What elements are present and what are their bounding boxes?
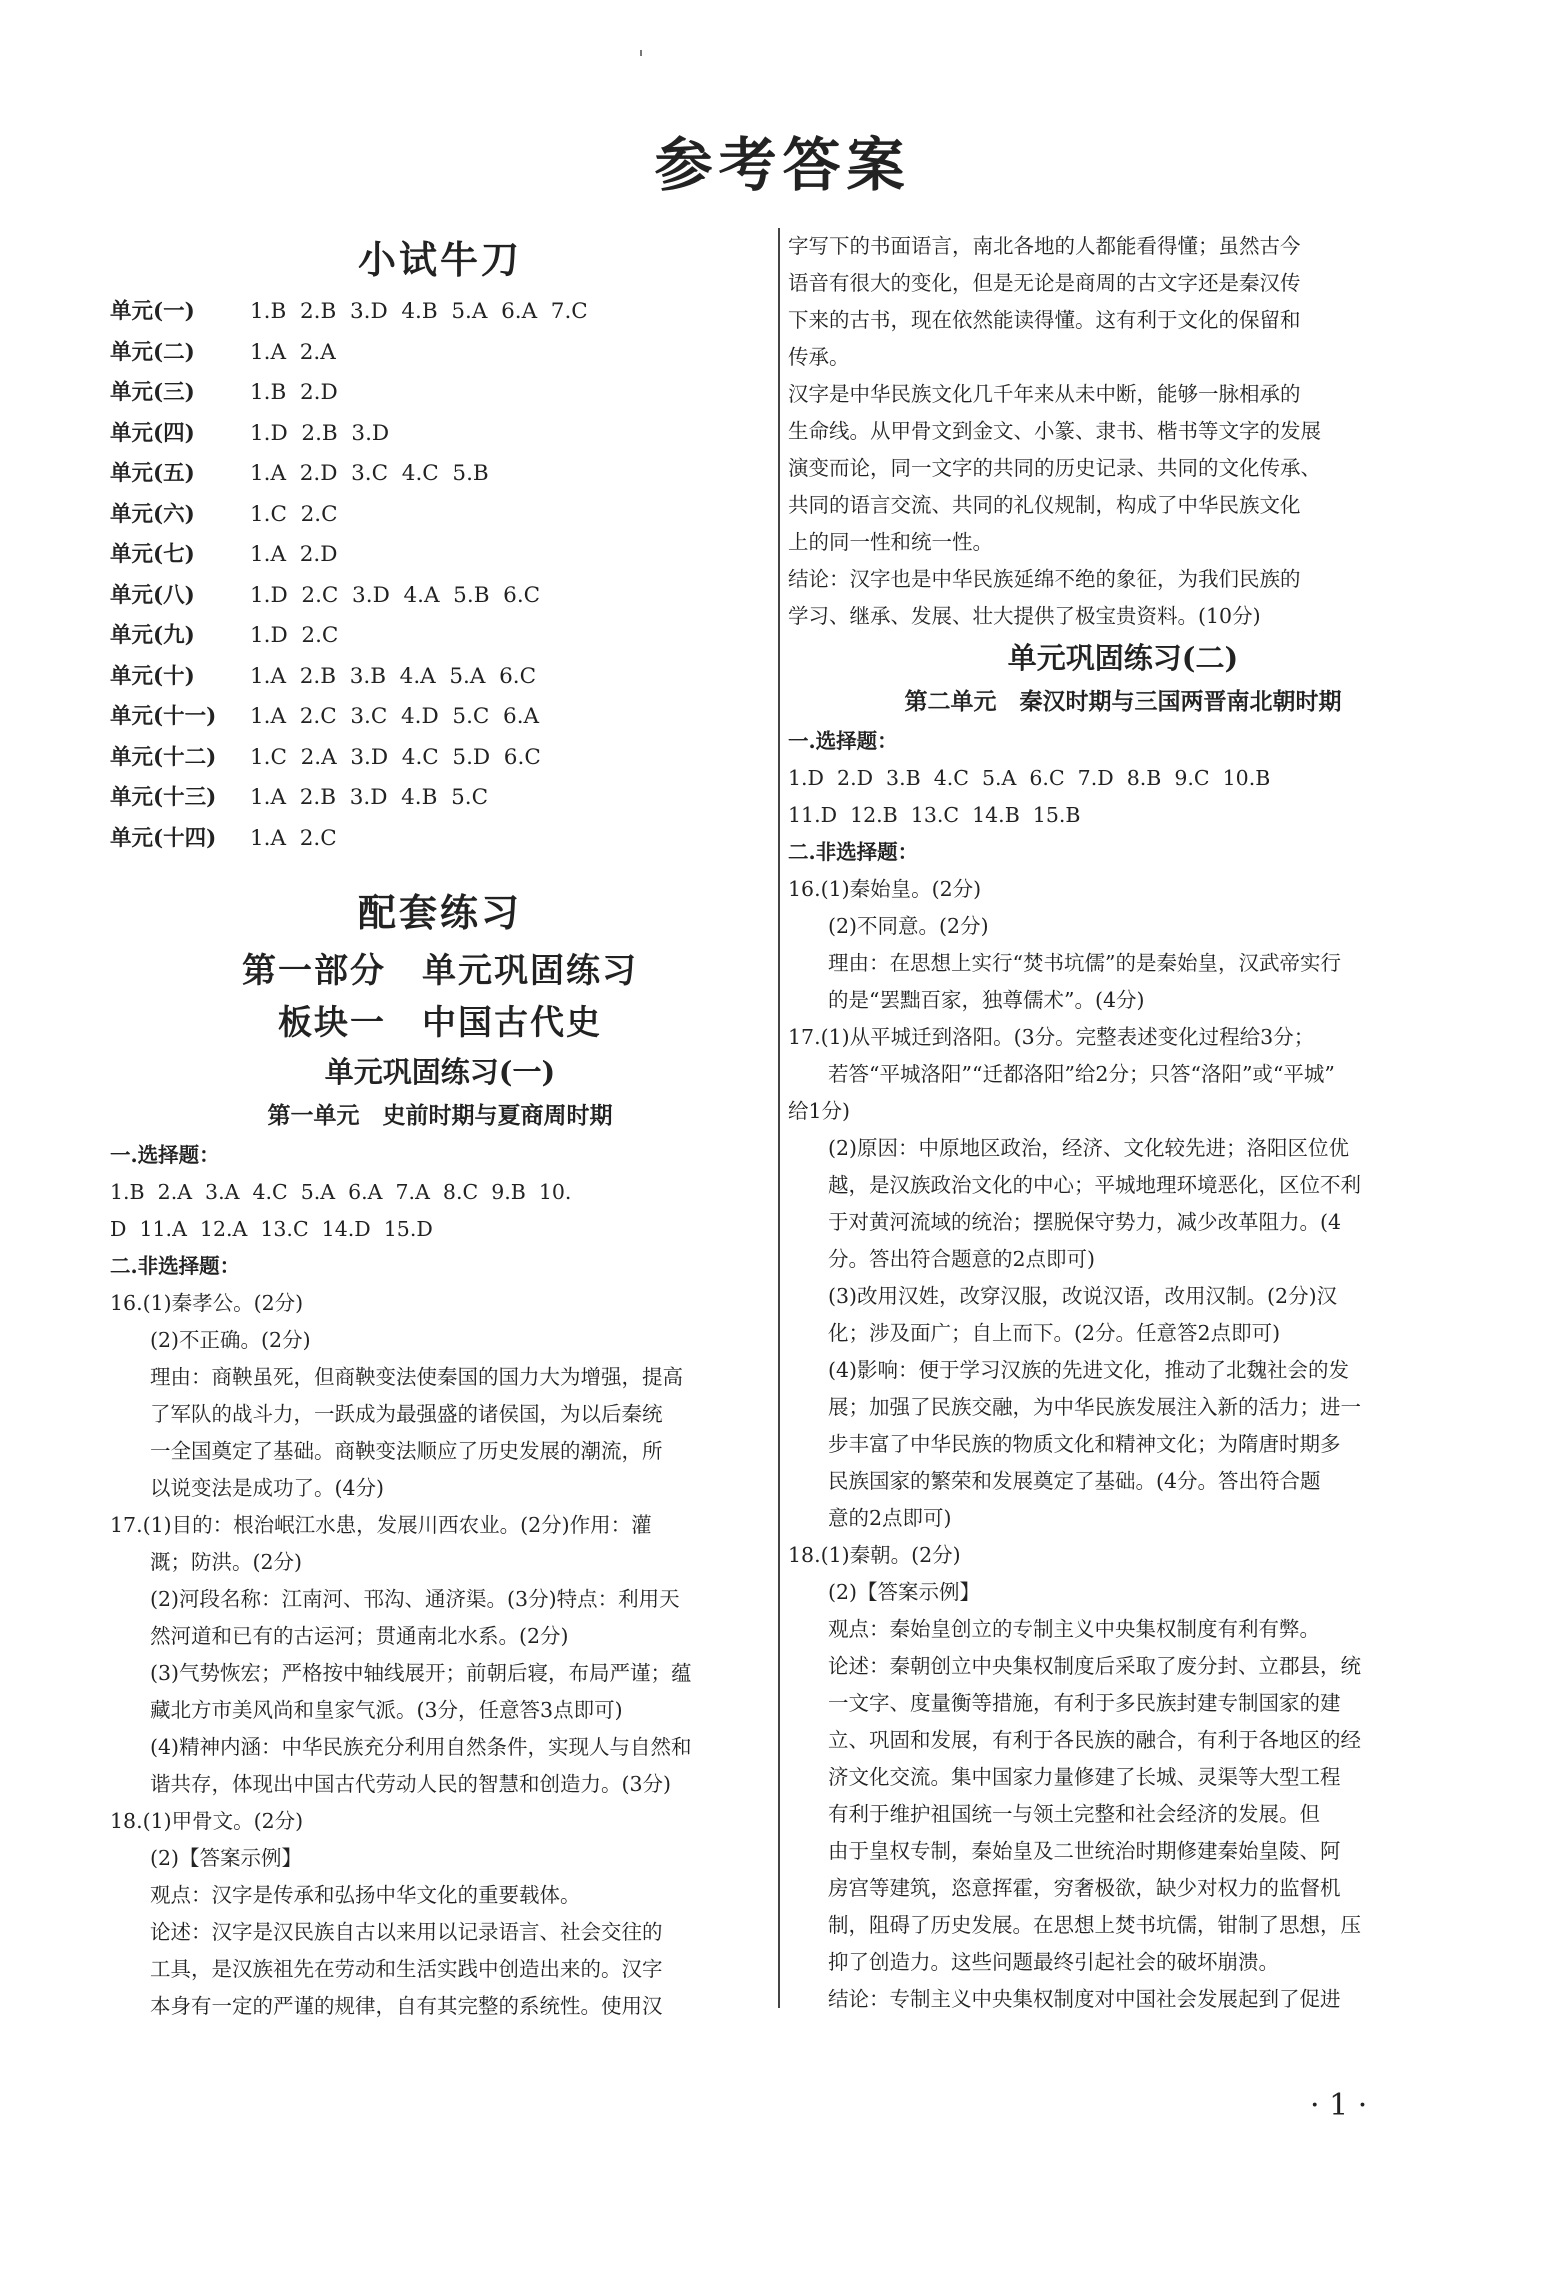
text-line: 18.(1)秦朝。(2分) xyxy=(788,1543,961,1567)
text-line: 展；加强了民族交融，为中华民族发展注入新的活力；进一 xyxy=(828,1395,1361,1419)
text-line: 立、巩固和发展，有利于各民族的融合，有利于各地区的经 xyxy=(828,1728,1361,1752)
text-line: (2)不正确。(2分) xyxy=(150,1328,311,1352)
text-line: 有利于维护祖国统一与领土完整和社会经济的发展。但 xyxy=(828,1802,1320,1826)
text-line: (2)【答案示例】 xyxy=(828,1580,981,1604)
text-line: 18.(1)甲骨文。(2分) xyxy=(110,1809,304,1833)
text-line: 观点：汉字是传承和弘扬中华文化的重要载体。 xyxy=(150,1883,581,1907)
text-line: 17.(1)目的：根治岷江水患，发展川西农业。(2分)作用：灌 xyxy=(110,1513,652,1537)
text-line: 给1分) xyxy=(788,1099,851,1123)
text-line: (3)改用汉姓，改穿汉服，改说汉语，改用汉制。(2分)汉 xyxy=(828,1284,1338,1308)
unit-answers: 1.B 2.D xyxy=(250,380,338,405)
text-line: 一全国奠定了基础。商鞅变法顺应了历史发展的潮流，所 xyxy=(150,1439,663,1463)
unit-label: 单元(三) xyxy=(110,380,195,405)
scan-speck xyxy=(640,50,642,56)
answer-row xyxy=(110,292,770,333)
unit-label: 单元(四) xyxy=(110,420,195,446)
unit-answers: 1.D 2.C xyxy=(250,623,339,648)
right-column xyxy=(788,228,1458,2018)
unit-label: 单元(十) xyxy=(110,663,195,689)
answer-row xyxy=(110,495,770,536)
text-line: 学习、继承、发展、壮大提供了极宝贵资料。(10分) xyxy=(788,604,1261,628)
unit1-answers-continued xyxy=(788,228,1458,635)
column-divider xyxy=(778,228,780,2008)
answer-row xyxy=(110,657,770,698)
text-line: 一.选择题： xyxy=(110,1143,220,1167)
text-line: 论述：秦朝创立中央集权制度后采取了废分封、立郡县，统 xyxy=(828,1654,1361,1678)
text-line: 溉；防洪。(2分) xyxy=(150,1550,303,1574)
text-line: 二.非选择题： xyxy=(110,1254,241,1278)
text-line: 上的同一性和统一性。 xyxy=(788,530,993,554)
text-line: 1.B 2.A 3.A 4.C 5.A 6.A 7.A 8.C 9.B 10. xyxy=(110,1180,572,1204)
peitao-heading: 配套练习 xyxy=(357,890,522,935)
unit-label: 单元(十二) xyxy=(110,744,217,770)
text-line: 观点：秦始皇创立的专制主义中央集权制度有利有弊。 xyxy=(828,1617,1320,1641)
text-line: 一文字、度量衡等措施，有利于多民族封建专制国家的建 xyxy=(828,1691,1341,1715)
text-line: 演变而论，同一文字的共同的历史记录、共同的文化传承、 xyxy=(788,456,1321,480)
unit-answers: 1.D 2.C 3.D 4.A 5.B 6.C xyxy=(250,582,541,608)
text-line: 工具，是汉族祖先在劳动和生活实践中创造出来的。汉字 xyxy=(150,1957,663,1981)
text-line: 11.D 12.B 13.C 14.B 15.B xyxy=(788,803,1081,827)
xiaoshi-answer-list xyxy=(110,292,770,859)
text-line: 然河道和已有的古运河；贯通南北水系。(2分) xyxy=(150,1624,569,1648)
text-line: 若答“平城洛阳”“迁都洛阳”给2分；只答“洛阳”或“平城” xyxy=(828,1062,1335,1086)
text-line: (2)不同意。(2分) xyxy=(828,914,989,938)
text-line: 化；涉及面广；自上而下。(2分。任意答2点即可) xyxy=(828,1321,1281,1345)
text-line: 生命线。从甲骨文到金文、小篆、隶书、楷书等文字的发展 xyxy=(788,419,1321,443)
text-line: 的是“罢黜百家，独尊儒术”。(4分) xyxy=(828,988,1145,1012)
unit-answers: 1.A 2.D 3.C 4.C 5.B xyxy=(250,461,489,486)
text-line: (2)河段名称：江南河、邗沟、通济渠。(3分)特点：利用天 xyxy=(150,1587,680,1611)
unit-answers: 1.A 2.C xyxy=(250,825,337,851)
text-line: (4)影响：便于学习汉族的先进文化，推动了北魏社会的发 xyxy=(828,1358,1350,1382)
text-line: D 11.A 12.A 13.C 14.D 15.D xyxy=(110,1217,433,1241)
unit-label: 单元(一) xyxy=(110,299,195,324)
unit-label: 单元(五) xyxy=(110,461,195,486)
unit-label: 单元(九) xyxy=(110,623,195,648)
answer-row xyxy=(110,454,770,495)
unit-label: 单元(十三) xyxy=(110,785,217,810)
unit-answers: 1.D 2.B 3.D xyxy=(250,420,390,446)
unit-label: 单元(十四) xyxy=(110,825,217,851)
page-number: · 1 · xyxy=(1310,2088,1368,2123)
answer-row xyxy=(110,738,770,779)
unit-answers: 1.B 2.B 3.D 4.B 5.A 6.A 7.C xyxy=(250,299,588,324)
text-line: 理由：商鞅虽死，但商鞅变法使秦国的国力大为增强，提高 xyxy=(150,1365,683,1389)
unit-label: 单元(八) xyxy=(110,582,195,608)
text-line: 以说变法是成功了。(4分) xyxy=(150,1476,385,1500)
unit1-heading: 单元巩固练习(一) xyxy=(324,1055,556,1089)
text-line: 理由：在思想上实行“焚书坑儒”的是秦始皇，汉武帝实行 xyxy=(828,951,1341,975)
block-heading: 板块一 中国古代史 xyxy=(278,1003,602,1043)
chapter1-heading: 第一单元 史前时期与夏商周时期 xyxy=(267,1102,613,1129)
text-line: 下来的古书，现在依然能读得懂。这有利于文化的保留和 xyxy=(788,308,1301,332)
text-line: 结论：汉字也是中华民族延绵不绝的象征，为我们民族的 xyxy=(788,567,1301,591)
text-line: 了军队的战斗力，一跃成为最强盛的诸侯国，为以后秦统 xyxy=(150,1402,663,1426)
unit-answers: 1.C 2.C xyxy=(250,501,338,527)
answer-row xyxy=(110,576,770,617)
text-line: 藏北方市美风尚和皇家气派。(3分，任意答3点即可) xyxy=(150,1698,623,1722)
unit-label: 单元(七) xyxy=(110,542,195,567)
text-line: 汉字是中华民族文化几千年来从未中断，能够一脉相承的 xyxy=(788,382,1301,406)
text-line: 一.选择题： xyxy=(788,729,898,753)
text-line: 16.(1)秦孝公。(2分) xyxy=(110,1291,304,1315)
page-title: 参考答案 xyxy=(654,131,911,199)
text-line: 于对黄河流域的统治；摆脱保守势力，减少改革阻力。(4 xyxy=(828,1210,1342,1234)
text-line: 意的2点即可) xyxy=(828,1506,952,1530)
unit-answers: 1.A 2.B 3.D 4.B 5.C xyxy=(250,785,489,810)
text-line: 济文化交流。集中国家力量修建了长城、灵渠等大型工程 xyxy=(828,1765,1341,1789)
xiaoshi-heading: 小试牛刀 xyxy=(357,237,522,282)
answer-row xyxy=(110,819,770,860)
chapter2-heading: 第二单元 秦汉时期与三国两晋南北朝时期 xyxy=(904,688,1342,715)
part-heading: 第一部分 单元巩固练习 xyxy=(242,951,638,991)
text-line: 越，是汉族政治文化的中心；平城地理环境恶化，区位不利 xyxy=(828,1173,1361,1197)
unit-answers: 1.A 2.C 3.C 4.D 5.C 6.A xyxy=(250,704,540,729)
text-line: 民族国家的繁荣和发展奠定了基础。(4分。答出符合题 xyxy=(828,1469,1321,1493)
text-line: 步丰富了中华民族的物质文化和精神文化；为隋唐时期多 xyxy=(828,1432,1341,1456)
text-line: 17.(1)从平城迁到洛阳。(3分。完整表述变化过程给3分； xyxy=(788,1025,1315,1049)
text-line: 字写下的书面语言，南北各地的人都能看得懂；虽然古今 xyxy=(788,234,1301,258)
unit-label: 单元(六) xyxy=(110,501,195,527)
answer-row xyxy=(110,535,770,576)
text-line: 结论：专制主义中央集权制度对中国社会发展起到了促进 xyxy=(828,1987,1341,2011)
text-line: 语音有很大的变化，但是无论是商周的古文字还是秦汉传 xyxy=(788,271,1301,295)
text-line: 二.非选择题： xyxy=(788,840,919,864)
unit1-answers xyxy=(110,1137,770,2025)
answer-row xyxy=(110,778,770,819)
text-line: 共同的语言交流、共同的礼仪规制，构成了中华民族文化 xyxy=(788,493,1301,517)
text-line: (2)原因：中原地区政治，经济、文化较先进；洛阳区位优 xyxy=(828,1136,1350,1160)
left-column xyxy=(110,228,770,2025)
unit-label: 单元(十一) xyxy=(110,704,217,729)
text-line: 分。答出符合题意的2点即可) xyxy=(828,1247,1096,1271)
text-line: (2)【答案示例】 xyxy=(150,1846,303,1870)
text-line: 谐共存，体现出中国古代劳动人民的智慧和创造力。(3分) xyxy=(150,1772,672,1796)
text-line: 传承。 xyxy=(788,345,850,369)
text-line: 由于皇权专制，秦始皇及二世统治时期修建秦始皇陵、阿 xyxy=(828,1839,1341,1863)
text-line: 制，阻碍了历史发展。在思想上焚书坑儒，钳制了思想，压 xyxy=(828,1913,1361,1937)
unit-answers: 1.C 2.A 3.D 4.C 5.D 6.C xyxy=(250,744,541,770)
text-line: 抑了创造力。这些问题最终引起社会的破坏崩溃。 xyxy=(828,1950,1279,1974)
unit-answers: 1.A 2.A xyxy=(250,339,336,365)
text-line: 论述：汉字是汉民族自古以来用以记录语言、社会交往的 xyxy=(150,1920,663,1944)
answer-row xyxy=(110,616,770,657)
text-line: 房宫等建筑，恣意挥霍，穷奢极欲，缺少对权力的监督机 xyxy=(828,1876,1341,1900)
unit-label: 单元(二) xyxy=(110,339,195,365)
text-line: 16.(1)秦始皇。(2分) xyxy=(788,877,982,901)
answer-row xyxy=(110,697,770,738)
text-line: (3)气势恢宏；严格按中轴线展开；前朝后寝，布局严谨；蕴 xyxy=(150,1661,692,1685)
answer-row xyxy=(110,333,770,374)
unit2-heading: 单元巩固练习(二) xyxy=(1007,641,1239,675)
unit-answers: 1.A 2.D xyxy=(250,542,338,567)
unit-answers: 1.A 2.B 3.B 4.A 5.A 6.C xyxy=(250,663,537,689)
text-line: 本身有一定的严谨的规律，自有其完整的系统性。使用汉 xyxy=(150,1994,663,2018)
text-line: 1.D 2.D 3.B 4.C 5.A 6.C 7.D 8.B 9.C 10.B xyxy=(788,766,1271,790)
answer-row xyxy=(110,373,770,414)
answer-row xyxy=(110,414,770,455)
text-line: (4)精神内涵：中华民族充分利用自然条件，实现人与自然和 xyxy=(150,1735,692,1759)
unit2-answers xyxy=(788,723,1458,2018)
